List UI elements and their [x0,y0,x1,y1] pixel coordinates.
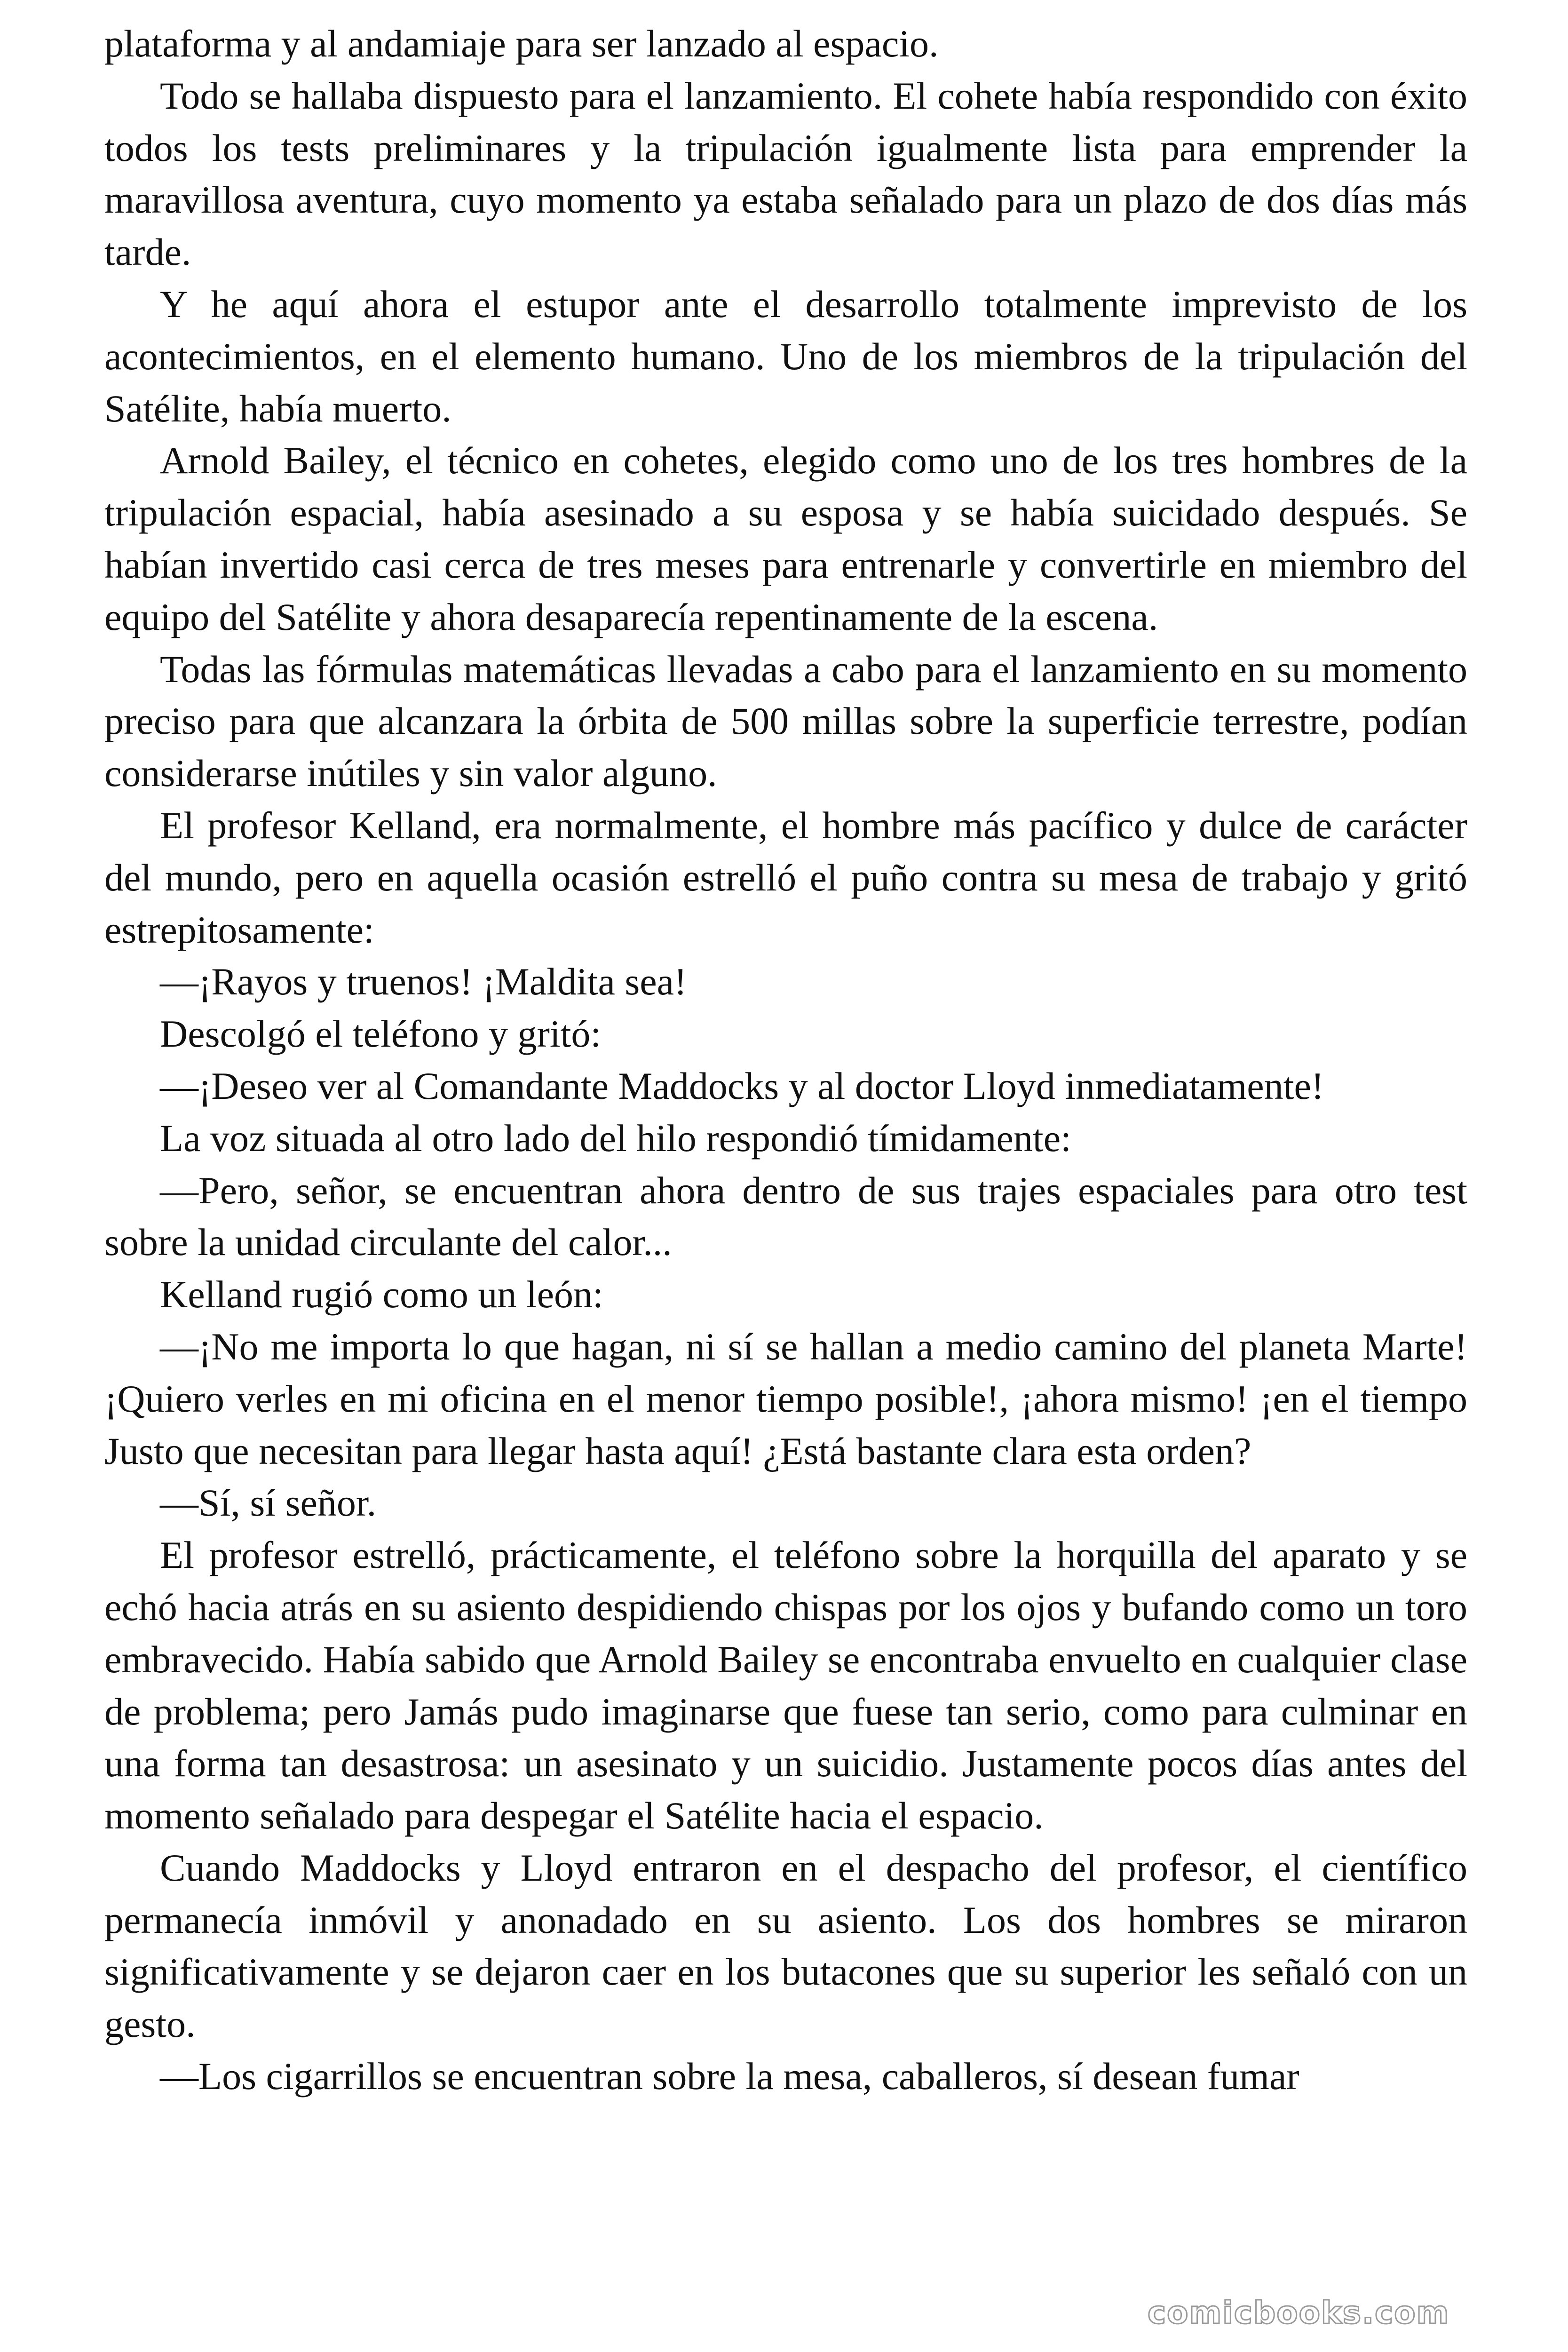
dialogue-line: —Los cigarrillos se encuentran sobre la mesa, caballeros, sí desean fumar [160,2055,1299,2098]
paragraph: Arnold Bailey, el técnico en cohetes, elegido como uno de los tres hombres de la tripulación espacial, había asesinado a su esposa y se había suicidado después. Se habían invertido casi cerca de tres meses para entrenarle y convertirle en miembro del equipo del Satélite y ahora desaparecía repentinamente de la escena. [104,439,1467,638]
dialogue-line: —Sí, sí señor. [160,1481,377,1525]
watermark: comicbooks.com [1148,2295,1450,2331]
paragraph: Cuando Maddocks y Lloyd entraron en el despacho del profesor, el científico permanecía inmóvil y anonadado en su asiento. Los dos hombres se miraron significativamente y se dejaron caer en los butacones que su superior les señaló con un gesto. [104,1846,1467,2046]
dialogue-line: —¡No me importa lo que hagan, ni sí se hallan a medio camino del planeta Marte! ¡Quiero verles en mi oficina en el menor tiempo posible!, ¡ahora mismo! ¡en el tiempo Justo que necesitan para llegar hasta aquí! ¿Está bastante clara esta orden? [104,1325,1467,1472]
dialogue-line: —Pero, señor, se encuentran ahora dentro de sus trajes espaciales para otro test sobre la unidad circulante del calor... [104,1168,1467,1264]
body-text [104,18,1467,2103]
dialogue-line: —¡Rayos y truenos! ¡Maldita sea! [160,960,687,1003]
paragraph: Todas las fórmulas matemáticas llevadas a cabo para el lanzamiento en su momento preciso para que alcanzara la órbita de 500 millas sobre la superficie terrestre, podían considerarse inútiles y sin valor alguno. [104,647,1467,795]
paragraph: El profesor estrelló, prácticamente, el teléfono sobre la horquilla del aparato y se echó hacia atrás en su asiento despidiendo chispas por los ojos y bufando como un toro embravecido. Había sabido que Arnold Bailey se encontraba envuelto en cualquier clase de problema; pero Jamás pudo imaginarse que fuese tan serio, como para culminar en una forma tan desastrosa: un asesinato y un suicidio. Justamente pocos días antes del momento señalado para despegar el Satélite hacia el espacio. [104,1534,1467,1837]
dialogue-line: —¡Deseo ver al Comandante Maddocks y al doctor Lloyd inmediatamente! [160,1064,1324,1107]
paragraph: El profesor Kelland, era normalmente, el hombre más pacífico y dulce de carácter del mundo, pero en aquella ocasión estrelló el puño contra su mesa de trabajo y gritó estrepitosamente: [104,803,1467,951]
paragraph: La voz situada al otro lado del hilo respondió tímidamente: [160,1116,1071,1160]
paragraph: Y he aquí ahora el estupor ante el desarrollo totalmente imprevisto de los acontecimientos, en el elemento humano. Uno de los miembros de la tripulación del Satélite, había muerto. [104,282,1467,430]
paragraph: Todo se hallaba dispuesto para el lanzamiento. El cohete había respondido con éxito todos los tests preliminares y la tripulación igualmente lista para emprender la maravillosa aventura, cuyo momento ya estaba señalado para un plazo de dos días más tarde. [104,74,1467,274]
paragraph: Kelland rugió como un león: [160,1273,603,1316]
paragraph: Descolgó el teléfono y gritó: [160,1012,602,1056]
paragraph-continuation: plataforma y al andamiaje para ser lanzado al espacio. [104,22,939,65]
